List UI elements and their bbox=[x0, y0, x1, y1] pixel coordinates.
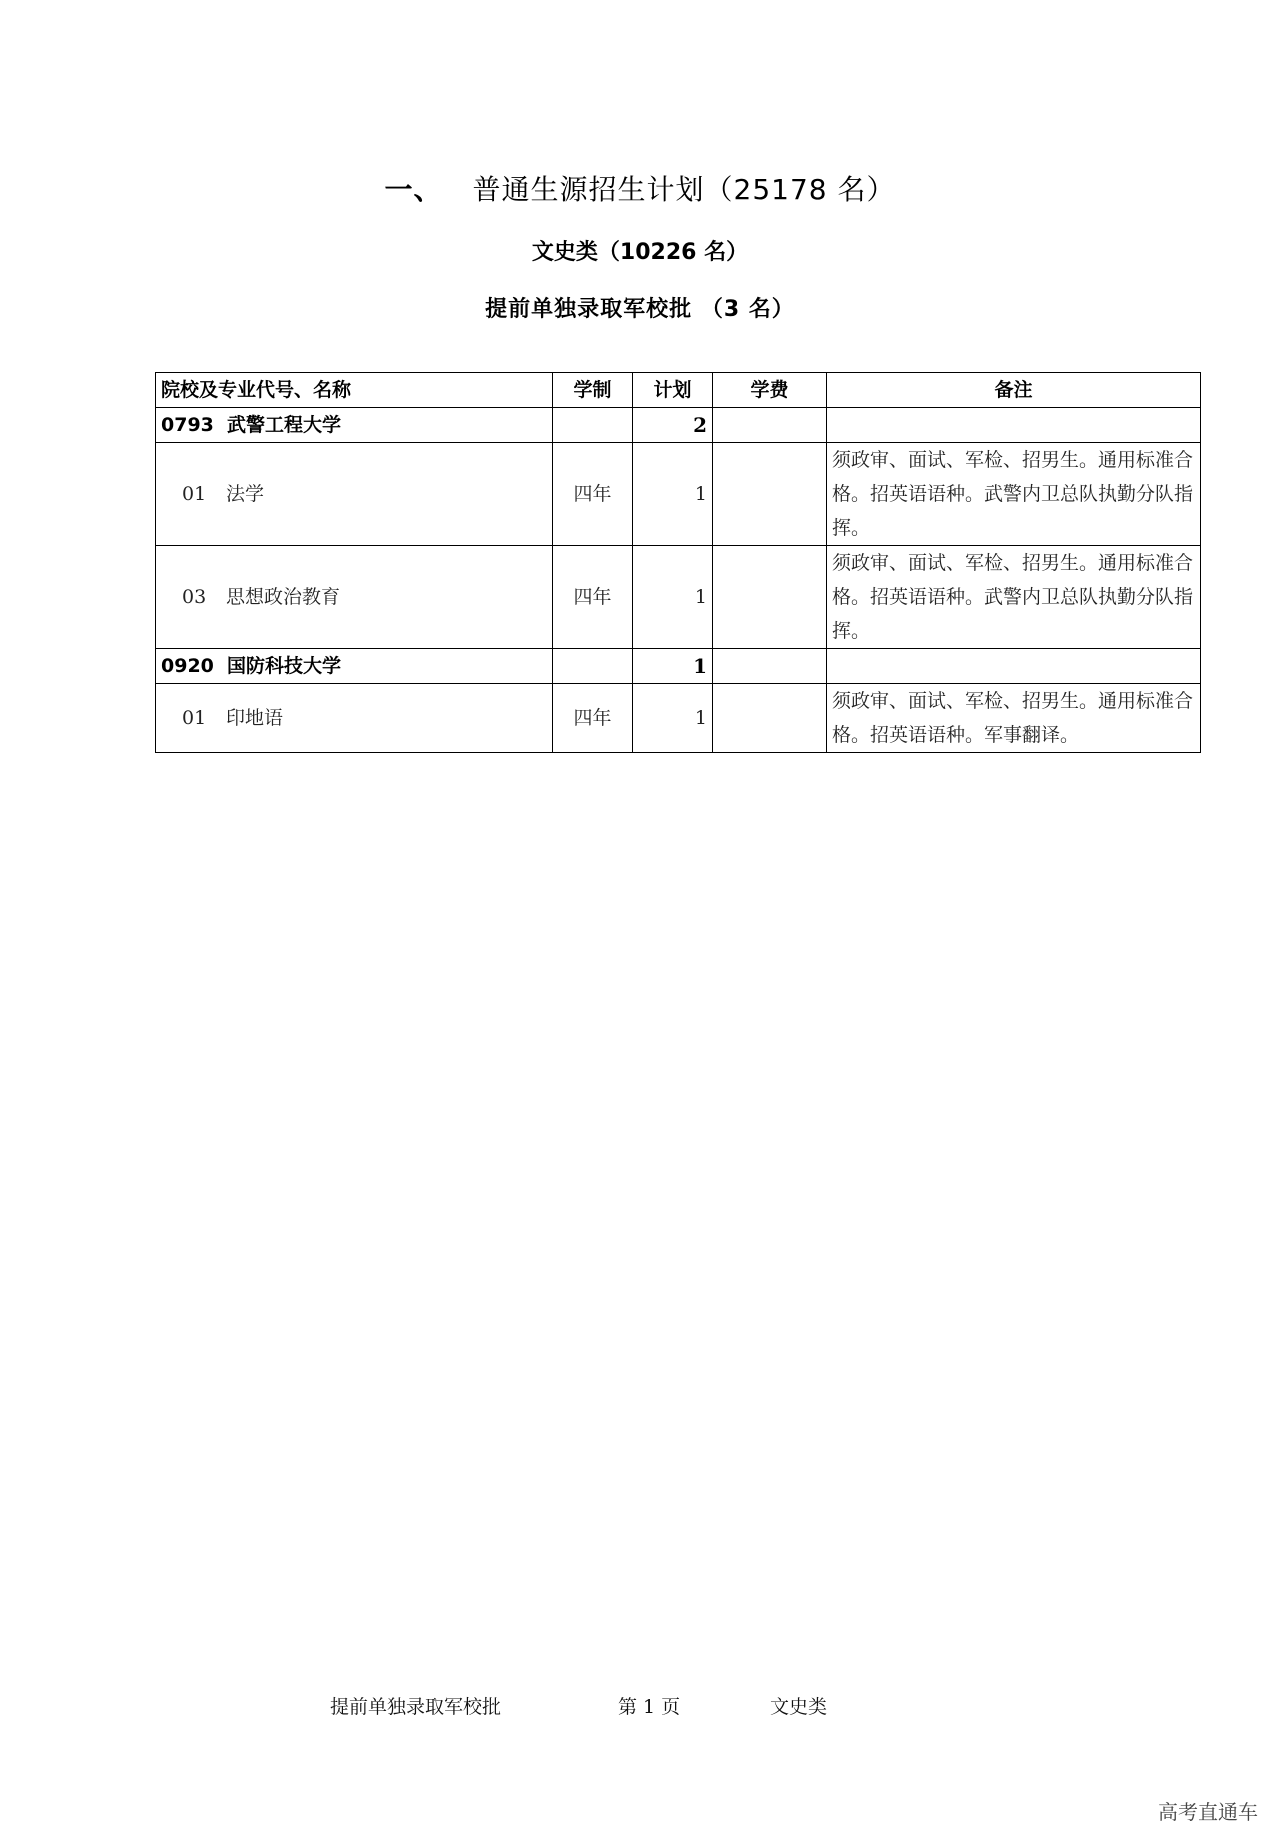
note-cell bbox=[827, 649, 1201, 684]
batch-title: 提前单独录取军校批 （3 名） bbox=[485, 297, 795, 322]
school-code: 0793 bbox=[161, 414, 214, 436]
section-title-text: 普通生源招生计划（25178 名） bbox=[472, 173, 896, 206]
table-header-row bbox=[156, 373, 1201, 408]
fee-cell bbox=[713, 684, 827, 753]
header-school-major: 院校及专业代号、名称 bbox=[156, 373, 553, 408]
duration-cell: 四年 bbox=[553, 546, 633, 649]
note-cell bbox=[827, 408, 1201, 443]
school-name: 国防科技大学 bbox=[227, 655, 342, 677]
major-name: 法学 bbox=[226, 483, 265, 505]
major-code: 03 bbox=[182, 586, 207, 608]
school-code: 0920 bbox=[161, 655, 214, 677]
header-note: 备注 bbox=[827, 373, 1201, 408]
school-cell bbox=[156, 649, 553, 684]
table-row bbox=[156, 684, 1201, 753]
school-name: 武警工程大学 bbox=[227, 414, 342, 436]
note-cell: 须政审、面试、军检、招男生。通用标准合格。招英语语种。武警内卫总队执勤分队指挥。 bbox=[827, 443, 1201, 546]
major-cell bbox=[156, 684, 553, 753]
table-row bbox=[156, 546, 1201, 649]
fee-cell bbox=[713, 649, 827, 684]
footer-batch: 提前单独录取军校批 bbox=[330, 1696, 502, 1718]
plan-cell: 1 bbox=[633, 546, 713, 649]
header-plan: 计划 bbox=[633, 373, 713, 408]
footer-category: 文史类 bbox=[770, 1696, 828, 1718]
fee-cell bbox=[713, 546, 827, 649]
school-cell bbox=[156, 408, 553, 443]
major-code: 01 bbox=[182, 483, 207, 505]
plan-cell: 1 bbox=[633, 443, 713, 546]
header-duration: 学制 bbox=[553, 373, 633, 408]
footer-page-number: 第 1 页 bbox=[618, 1696, 681, 1718]
major-name: 思想政治教育 bbox=[226, 586, 341, 608]
duration-cell bbox=[553, 649, 633, 684]
watermark-brand: 高考直通车 bbox=[1158, 1800, 1258, 1824]
category-title: 文史类（10226 名） bbox=[531, 240, 749, 265]
table-row bbox=[156, 408, 1201, 443]
plan-cell: 1 bbox=[633, 684, 713, 753]
duration-cell bbox=[553, 408, 633, 443]
fee-cell bbox=[713, 408, 827, 443]
note-cell: 须政审、面试、军检、招男生。通用标准合格。招英语语种。军事翻译。 bbox=[827, 684, 1201, 753]
major-name: 印地语 bbox=[226, 707, 284, 729]
header-fee: 学费 bbox=[713, 373, 827, 408]
note-cell: 须政审、面试、军检、招男生。通用标准合格。招英语语种。武警内卫总队执勤分队指挥。 bbox=[827, 546, 1201, 649]
table-row bbox=[156, 443, 1201, 546]
table-row bbox=[156, 649, 1201, 684]
major-cell bbox=[156, 546, 553, 649]
plan-cell: 1 bbox=[633, 649, 713, 684]
plan-cell: 2 bbox=[633, 408, 713, 443]
major-cell bbox=[156, 443, 553, 546]
duration-cell: 四年 bbox=[553, 443, 633, 546]
section-title bbox=[0, 168, 1280, 208]
major-code: 01 bbox=[182, 707, 207, 729]
duration-cell: 四年 bbox=[553, 684, 633, 753]
enrollment-plan-table bbox=[155, 372, 1201, 753]
section-lead: 一、 bbox=[384, 173, 443, 206]
fee-cell bbox=[713, 443, 827, 546]
